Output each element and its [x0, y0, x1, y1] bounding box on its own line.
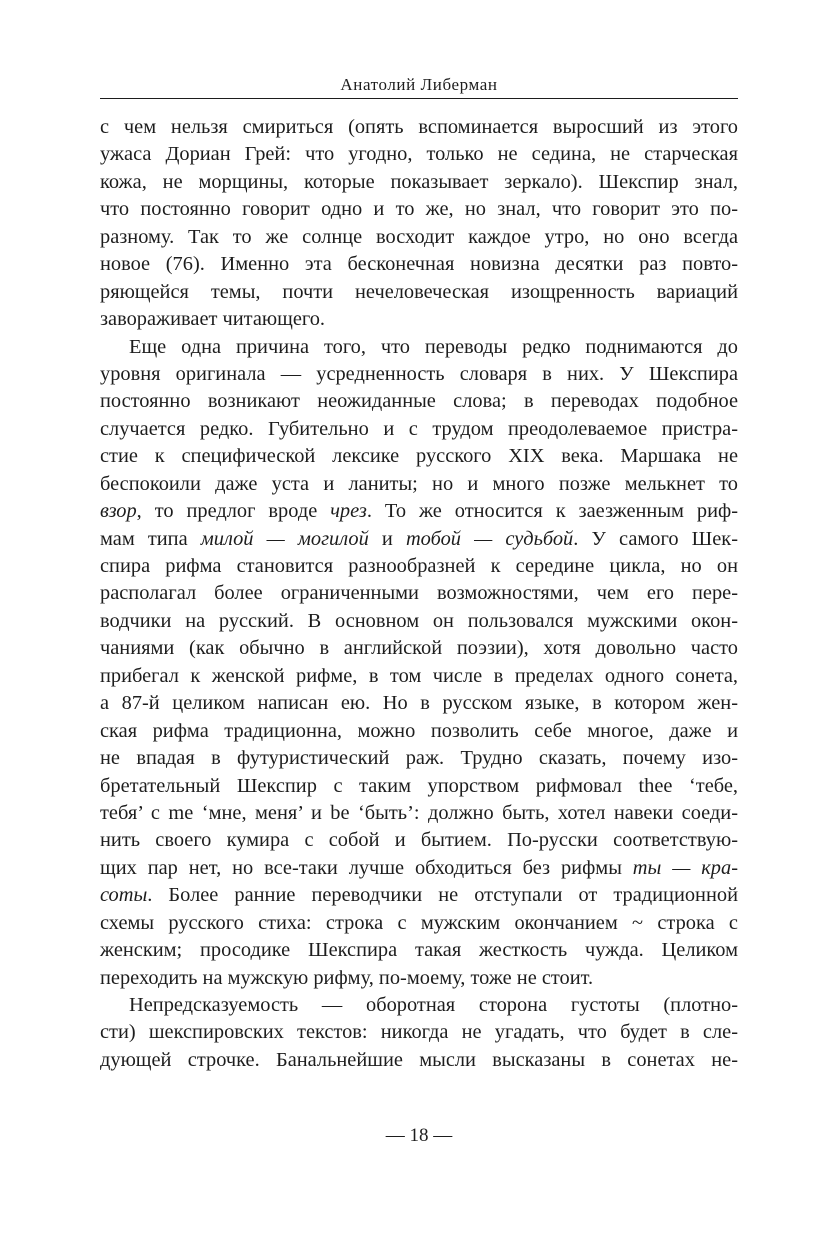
text-line: Еще одна причина того, что переводы редко поднимаются до: [129, 335, 738, 358]
text-line: завораживает читающего.: [100, 308, 326, 331]
text-line: чаниями (как обычно в английской поэзии), хотя довольно часто: [100, 637, 738, 660]
text-line: случается редко. Губительно и с трудом преодолеваемое пристра-: [100, 417, 738, 440]
text-line: разному. Так то же солнце восходит каждое утро, но оно всегда: [100, 225, 738, 248]
text-line: уровня оригинала — усредненность словаря в них. У Шекспира: [100, 362, 738, 385]
text-line: спира рифма становится разнообразней к середине цикла, но он: [100, 555, 738, 577]
text-line: сти) шекспировских текстов: никогда не угадать, что будет в сле-: [100, 1021, 738, 1044]
text-line: соты. Более ранние переводчики не отступали от традиционной: [100, 884, 738, 907]
text-line: бретательный Шекспир с таким упорством рифмовал thee ‘тебе,: [100, 774, 738, 797]
text-line: располагал более ограниченными возможностями, чем его пере-: [100, 582, 738, 605]
text-line: Непредсказуемость — оборотная сторона густоты (плотно-: [129, 994, 738, 1016]
text-line: а 87-й целиком написан ею. Но в русском языке, в котором жен-: [100, 692, 738, 715]
text-line: стие к специфической лексике русского XIX века. Маршака не: [100, 445, 738, 468]
text-line: с чем нельзя смириться (опять вспоминается выросший из этого: [100, 116, 738, 138]
text-line: беспокоили даже уста и ланиты; но и много позже мелькнет то: [100, 472, 738, 495]
text-line: ряющейся темы, почти нечеловеческая изощренность вариаций: [100, 280, 738, 303]
text-line: мам типа милой — могилой и тобой — судьбой. У самого Шек-: [100, 527, 738, 550]
text-line: что постоянно говорит одно и то же, но знал, что говорит это по-: [100, 198, 738, 221]
text-line: постоянно возникают неожиданные слова; в переводах подобное: [100, 390, 738, 413]
text-line: ужаса Дориан Грей: что угодно, только не седина, не старческая: [100, 143, 738, 166]
text-line: кожа, не морщины, которые показывает зеркало). Шекспир знал,: [100, 170, 738, 193]
text-line: взор, то предлог вроде чрез. То же относится к заезженным риф-: [100, 500, 738, 523]
body-text: [100, 114, 738, 1074]
text-line: не впадая в футуристический раж. Трудно сказать, почему изо-: [100, 747, 738, 770]
text-line: прибегал к женской рифме, в том числе в пределах одного сонета,: [100, 664, 738, 687]
running-head-author: Анатолий Либерман: [340, 75, 498, 94]
text-line: щих пар нет, но все-таки лучше обходиться без рифмы ты — кра-: [100, 856, 738, 879]
text-line: нить своего кумира с собой и бытием. По-русски соответствую-: [100, 829, 738, 852]
header-rule: [100, 98, 738, 99]
text-line: переходить на мужскую рифму, по-моему, тоже не стоит.: [100, 966, 594, 989]
text-line: тебя’ с me ‘мне, меня’ и be ‘быть’: должно быть, хотел навеки соеди-: [100, 801, 738, 824]
text-line: дующей строчке. Банальнейшие мысли высказаны в сонетах не-: [100, 1048, 738, 1071]
text-line: схемы русского стиха: строка с мужским окончанием ~ строка с: [100, 911, 738, 934]
text-line: женским; просодике Шекспира такая жесткость чужда. Целиком: [100, 939, 738, 962]
text-line: новое (76). Именно эта бесконечная новизна десятки раз повто-: [100, 253, 738, 276]
text-line: водчики на русский. В основном он пользовался мужскими окон-: [100, 609, 738, 632]
page-number: — 18 —: [385, 1125, 453, 1146]
text-line: ская рифма традиционна, можно позволить себе многое, даже и: [100, 719, 738, 742]
